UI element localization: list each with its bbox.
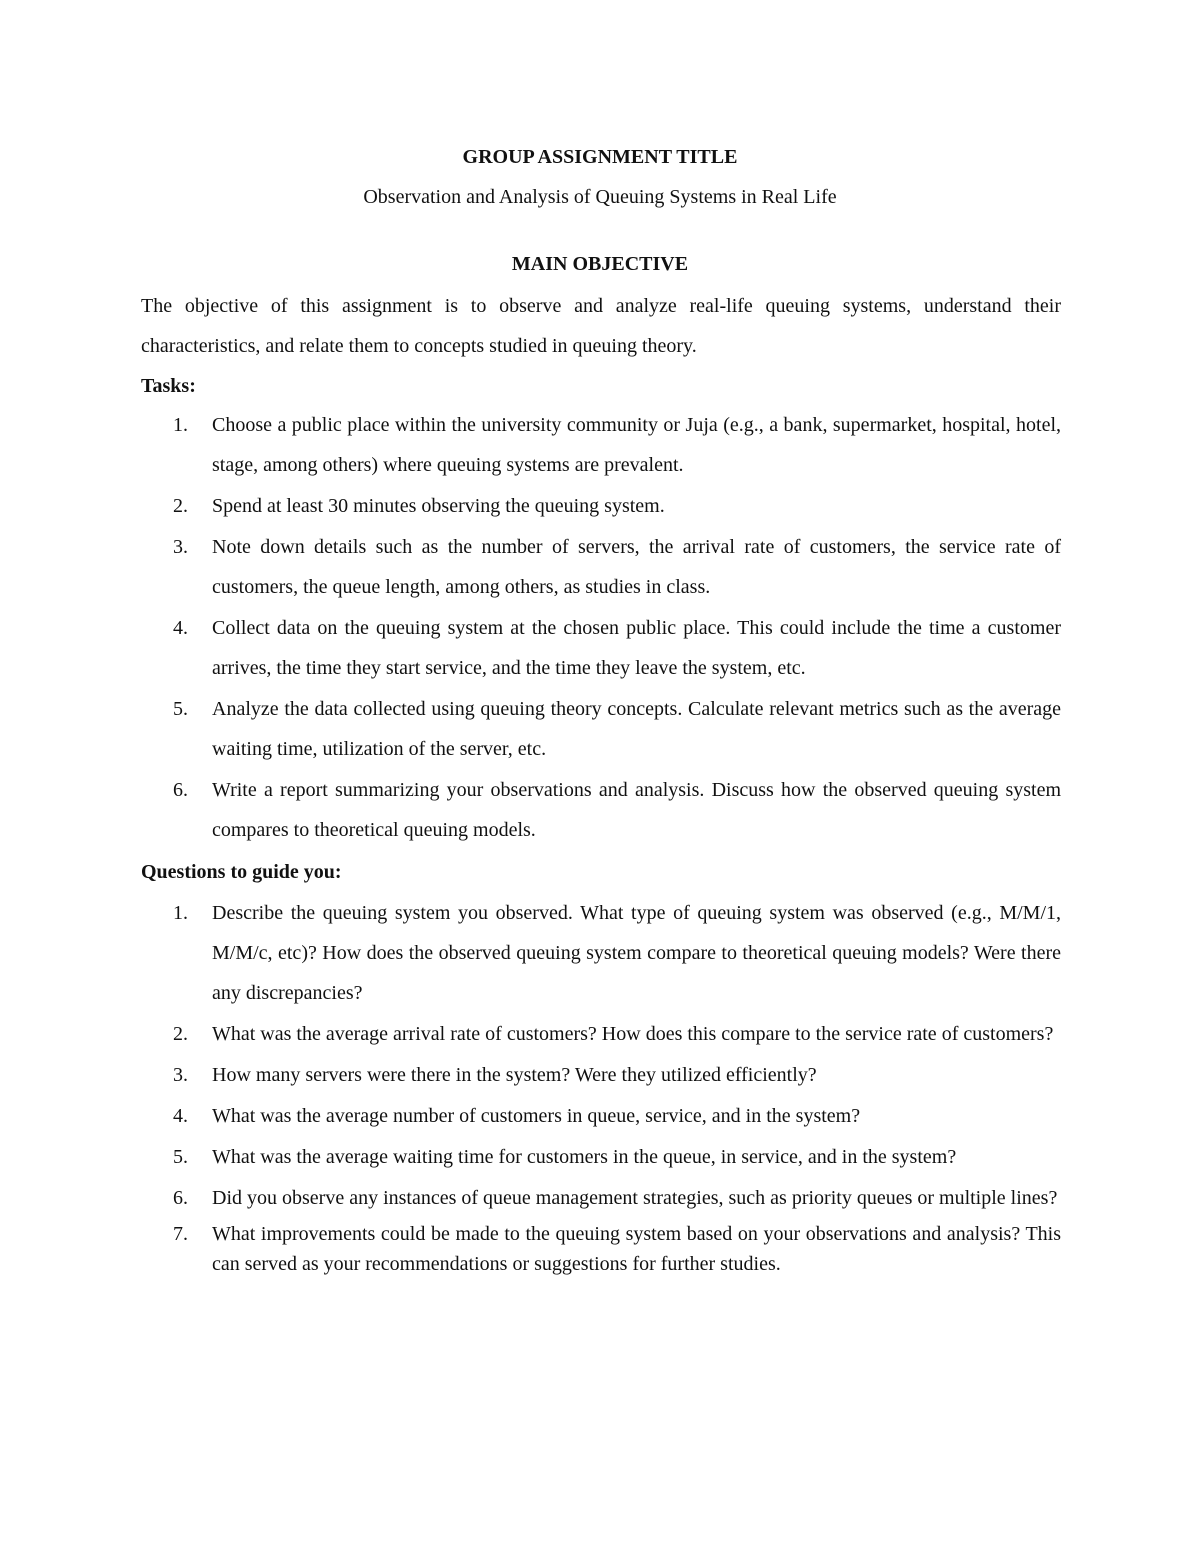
tasks-list	[141, 405, 1061, 851]
list-item	[141, 608, 1061, 688]
main-objective-heading: MAIN OBJECTIVE	[511, 253, 689, 275]
list-item-text: What was the average waiting time for customers in the queue, in service, and in the system?	[212, 1146, 957, 1168]
assignment-title-heading: GROUP ASSIGNMENT TITLE	[462, 146, 738, 168]
list-item-text: Choose a public place within the university community or Juja (e.g., a bank, supermarket, hospital, hotel, stage, among others) where queuing systems are prevalent.	[212, 414, 1061, 476]
list-item-text: Analyze the data collected using queuing theory concepts. Calculate relevant metrics such as the average waiting time, utilization of the server, etc.	[212, 698, 1061, 760]
list-item	[141, 1137, 1061, 1177]
list-item	[141, 893, 1061, 1013]
list-item-text: Write a report summarizing your observations and analysis. Discuss how the observed queuing system compares to theoretical queuing models.	[212, 779, 1061, 841]
list-number: 6.	[173, 779, 188, 801]
list-item	[141, 1055, 1061, 1095]
list-number: 2.	[173, 1023, 188, 1045]
list-item-text: What improvements could be made to the queuing system based on your observations and analysis? This can served as your recommendations or suggestions for further studies.	[212, 1223, 1061, 1275]
list-item-text: Describe the queuing system you observed. What type of queuing system was observed (e.g., M/M/1, M/M/c, etc)? How does the observed queuing system compare to theoretical queuing models? Were there any discrepancies?	[212, 902, 1061, 1004]
list-item	[141, 405, 1061, 485]
list-item	[141, 689, 1061, 769]
list-number: 7.	[173, 1223, 188, 1245]
list-item	[141, 1183, 1061, 1213]
list-item	[141, 1014, 1061, 1054]
list-item	[141, 1096, 1061, 1136]
list-item-text: How many servers were there in the system? Were they utilized efficiently?	[212, 1064, 817, 1086]
list-item-text: What was the average arrival rate of customers? How does this compare to the service rate of customers?	[212, 1023, 1054, 1045]
questions-list	[141, 893, 1061, 1283]
list-number: 5.	[173, 698, 188, 720]
objective-paragraph: The objective of this assignment is to observe and analyze real-life queuing systems, understand their characteristics, and relate them to concepts studied in queuing theory.	[141, 295, 1061, 357]
list-number: 3.	[173, 536, 188, 558]
list-item	[141, 1219, 1061, 1279]
list-number: 6.	[173, 1187, 188, 1209]
list-number: 1.	[173, 414, 188, 436]
list-item-text: Collect data on the queuing system at the chosen public place. This could include the time a customer arrives, the time they start service, and the time they leave the system, etc.	[212, 617, 1061, 679]
list-number: 4.	[173, 617, 188, 639]
list-item-text: What was the average number of customers in queue, service, and in the system?	[212, 1105, 861, 1127]
list-item-text: Note down details such as the number of servers, the arrival rate of customers, the service rate of customers, the queue length, among others, as studies in class.	[212, 536, 1061, 598]
assignment-title: Observation and Analysis of Queuing Systems in Real Life	[363, 186, 837, 208]
questions-heading: Questions to guide you:	[141, 861, 342, 883]
list-number: 2.	[173, 495, 188, 517]
list-number: 3.	[173, 1064, 188, 1086]
tasks-heading: Tasks:	[141, 375, 196, 397]
list-item	[141, 770, 1061, 850]
list-item-text: Spend at least 30 minutes observing the queuing system.	[212, 495, 665, 517]
list-item	[141, 527, 1061, 607]
list-number: 1.	[173, 902, 188, 924]
list-item-text: Did you observe any instances of queue management strategies, such as priority queues or multiple lines?	[212, 1187, 1058, 1209]
list-item	[141, 486, 1061, 526]
list-number: 5.	[173, 1146, 188, 1168]
list-number: 4.	[173, 1105, 188, 1127]
